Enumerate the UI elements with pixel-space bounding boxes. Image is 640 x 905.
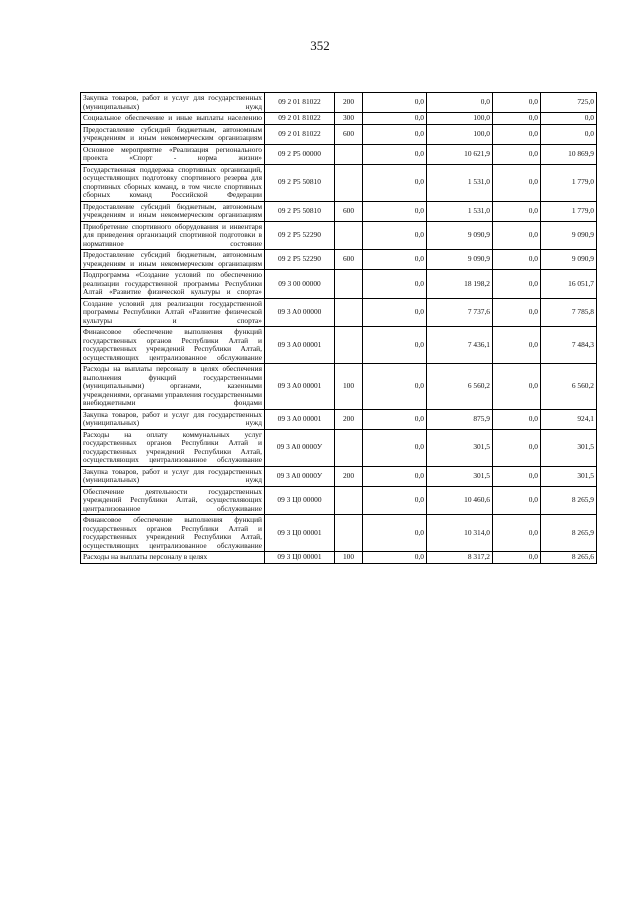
table-row: [81, 250, 597, 270]
row-name: Подпрограмма «Создание условий по обеспечению реализации государственной программы Республики Алтай «Развитие физической культуры и спорта»: [81, 270, 265, 299]
row-name: Финансовое обеспечение выполнения функций государственных органов Республики Алтай и государственных учреждений Республики Алтай, осуществляющих централизованное обслуживание: [81, 515, 265, 552]
row-value-4: 16 051,7: [541, 270, 597, 299]
row-expense-type: [335, 164, 363, 201]
row-value-1: 0,0: [363, 113, 427, 125]
table-row: [81, 144, 597, 164]
row-expense-type: 600: [335, 124, 363, 144]
row-value-2: 10 621,9: [427, 144, 493, 164]
row-code: 09 3 00 00000: [265, 270, 335, 299]
row-expense-type: 100: [335, 552, 363, 564]
row-name: Закупка товаров, работ и услуг для государственных (муниципальных) нужд: [81, 466, 265, 486]
table-row: [81, 93, 597, 113]
row-value-1: 0,0: [363, 486, 427, 515]
row-value-3: 0,0: [493, 201, 541, 221]
row-name: Создание условий для реализации государственной программы Республики Алтай «Развитие физической культуры и спорта»: [81, 298, 265, 327]
table-row: [81, 466, 597, 486]
row-value-1: 0,0: [363, 270, 427, 299]
table-row: [81, 164, 597, 201]
row-name: Финансовое обеспечение выполнения функций государственных органов Республики Алтай и государственных учреждений Республики Алтай, осуществляющих централизованное обслуживание: [81, 327, 265, 364]
table-row: [81, 364, 597, 410]
table-row: [81, 221, 597, 250]
row-code: 09 2 P5 52290: [265, 221, 335, 250]
row-value-2: 7 436,1: [427, 327, 493, 364]
row-value-2: 8 317,2: [427, 552, 493, 564]
row-value-3: 0,0: [493, 270, 541, 299]
row-expense-type: 200: [335, 93, 363, 113]
row-value-1: 0,0: [363, 144, 427, 164]
row-value-3: 0,0: [493, 221, 541, 250]
row-expense-type: [335, 221, 363, 250]
row-value-2: 301,5: [427, 429, 493, 466]
row-value-4: 725,0: [541, 93, 597, 113]
row-name: Предоставление субсидий бюджетным, автономным учреждениям и иным некоммерческим организациям: [81, 201, 265, 221]
row-name: Расходы на оплату коммунальных услуг государственных органов Республики Алтай и государственных учреждений Республики Алтай, осуществляющих централизованное обслуживание: [81, 429, 265, 466]
row-expense-type: [335, 429, 363, 466]
row-value-2: 10 460,6: [427, 486, 493, 515]
row-value-2: 100,0: [427, 124, 493, 144]
page-number: 352: [310, 38, 330, 53]
row-value-3: 0,0: [493, 327, 541, 364]
table-row: [81, 327, 597, 364]
row-code: 09 3 A0 00001: [265, 327, 335, 364]
row-value-4: 8 265,9: [541, 515, 597, 552]
row-value-4: 1 779,0: [541, 164, 597, 201]
row-name: Закупка товаров, работ и услуг для государственных (муниципальных) нужд: [81, 409, 265, 429]
row-expense-type: 200: [335, 466, 363, 486]
row-value-3: 0,0: [493, 466, 541, 486]
row-expense-type: 100: [335, 364, 363, 410]
row-value-1: 0,0: [363, 515, 427, 552]
table-row: [81, 486, 597, 515]
row-code: 09 2 01 81022: [265, 93, 335, 113]
row-value-4: 10 869,9: [541, 144, 597, 164]
row-value-4: 8 265,6: [541, 552, 597, 564]
row-expense-type: [335, 144, 363, 164]
row-expense-type: [335, 515, 363, 552]
row-name: Приобретение спортивного оборудования и инвентаря для приведения организаций спортивной подготовки в нормативное состояние: [81, 221, 265, 250]
row-value-2: 9 090,9: [427, 250, 493, 270]
table-row: [81, 429, 597, 466]
row-value-1: 0,0: [363, 164, 427, 201]
row-value-3: 0,0: [493, 250, 541, 270]
table-row: [81, 113, 597, 125]
table-row: [81, 201, 597, 221]
row-expense-type: [335, 327, 363, 364]
row-value-1: 0,0: [363, 409, 427, 429]
row-value-3: 0,0: [493, 552, 541, 564]
row-value-3: 0,0: [493, 164, 541, 201]
table-row: [81, 270, 597, 299]
row-code: 09 2 P5 50810: [265, 164, 335, 201]
row-value-3: 0,0: [493, 93, 541, 113]
table-body: [81, 93, 597, 564]
table-row: [81, 298, 597, 327]
row-value-4: 0,0: [541, 113, 597, 125]
row-value-3: 0,0: [493, 364, 541, 410]
row-name: Государственная поддержка спортивных организаций, осуществляющих подготовку спортивного резерва для спортивных сборных команд, в том числе спортивных сборных команд Российской Федерации: [81, 164, 265, 201]
row-code: 09 2 01 81022: [265, 113, 335, 125]
table-row: [81, 409, 597, 429]
row-code: 09 2 P5 52290: [265, 250, 335, 270]
row-code: 09 3 A0 0000У: [265, 429, 335, 466]
row-value-1: 0,0: [363, 298, 427, 327]
row-value-1: 0,0: [363, 201, 427, 221]
row-value-4: 9 090,9: [541, 250, 597, 270]
row-value-1: 0,0: [363, 429, 427, 466]
row-code: 09 2 P5 00000: [265, 144, 335, 164]
table-row: [81, 515, 597, 552]
row-value-4: 0,0: [541, 124, 597, 144]
row-value-4: 7 785,8: [541, 298, 597, 327]
row-code: 09 2 01 81022: [265, 124, 335, 144]
row-name: Основное мероприятие «Реализация регионального проекта «Спорт - норма жизни»: [81, 144, 265, 164]
row-value-2: 18 198,2: [427, 270, 493, 299]
row-expense-type: 600: [335, 201, 363, 221]
row-value-3: 0,0: [493, 515, 541, 552]
row-code: 09 3 A0 00001: [265, 364, 335, 410]
row-expense-type: 300: [335, 113, 363, 125]
row-value-4: 301,5: [541, 466, 597, 486]
row-value-3: 0,0: [493, 298, 541, 327]
row-name: Социальное обеспечение и иные выплаты населению: [81, 113, 265, 125]
row-value-2: 0,0: [427, 93, 493, 113]
row-code: 09 3 Ц0 00001: [265, 515, 335, 552]
row-value-4: 8 265,9: [541, 486, 597, 515]
budget-table: [80, 92, 597, 564]
row-value-1: 0,0: [363, 364, 427, 410]
row-value-3: 0,0: [493, 486, 541, 515]
row-expense-type: 600: [335, 250, 363, 270]
row-value-2: 10 314,0: [427, 515, 493, 552]
row-name: Предоставление субсидий бюджетным, автономным учреждениям и иным некоммерческим организациям: [81, 124, 265, 144]
row-name: Закупка товаров, работ и услуг для государственных (муниципальных) нужд: [81, 93, 265, 113]
row-expense-type: [335, 298, 363, 327]
row-value-1: 0,0: [363, 93, 427, 113]
row-value-2: 6 560,2: [427, 364, 493, 410]
row-value-1: 0,0: [363, 552, 427, 564]
row-value-3: 0,0: [493, 113, 541, 125]
row-value-4: 6 560,2: [541, 364, 597, 410]
row-code: 09 3 A0 00001: [265, 409, 335, 429]
row-code: 09 3 A0 00000: [265, 298, 335, 327]
row-code: 09 3 Ц0 00001: [265, 552, 335, 564]
row-code: 09 2 P5 50810: [265, 201, 335, 221]
row-value-3: 0,0: [493, 409, 541, 429]
row-value-1: 0,0: [363, 327, 427, 364]
row-value-3: 0,0: [493, 144, 541, 164]
row-code: 09 3 A0 0000У: [265, 466, 335, 486]
table-row: [81, 552, 597, 564]
row-name: Расходы на выплаты персоналу в целях: [81, 552, 265, 564]
row-value-4: 9 090,9: [541, 221, 597, 250]
row-value-2: 301,5: [427, 466, 493, 486]
row-name: Расходы на выплаты персоналу в целях обеспечения выполнения функций государственными (муниципальными) органами, казенными учреждениями, органами управления государственными внебюджетными фондами: [81, 364, 265, 410]
row-name: Предоставление субсидий бюджетным, автономным учреждениям и иным некоммерческим организациям: [81, 250, 265, 270]
row-value-2: 100,0: [427, 113, 493, 125]
row-value-1: 0,0: [363, 250, 427, 270]
row-expense-type: 200: [335, 409, 363, 429]
row-value-2: 1 531,0: [427, 164, 493, 201]
row-value-4: 301,5: [541, 429, 597, 466]
row-value-1: 0,0: [363, 124, 427, 144]
row-value-1: 0,0: [363, 221, 427, 250]
row-value-2: 9 090,9: [427, 221, 493, 250]
row-name: Обеспечение деятельности государственных учреждений Республики Алтай, осуществляющих централизованное обслуживание: [81, 486, 265, 515]
row-value-4: 7 484,3: [541, 327, 597, 364]
row-value-1: 0,0: [363, 466, 427, 486]
row-value-4: 1 779,0: [541, 201, 597, 221]
row-value-3: 0,0: [493, 429, 541, 466]
row-value-2: 875,9: [427, 409, 493, 429]
row-expense-type: [335, 486, 363, 515]
row-value-3: 0,0: [493, 124, 541, 144]
table-row: [81, 124, 597, 144]
row-code: 09 3 Ц0 00000: [265, 486, 335, 515]
row-value-4: 924,1: [541, 409, 597, 429]
row-value-2: 1 531,0: [427, 201, 493, 221]
row-expense-type: [335, 270, 363, 299]
row-value-2: 7 737,6: [427, 298, 493, 327]
